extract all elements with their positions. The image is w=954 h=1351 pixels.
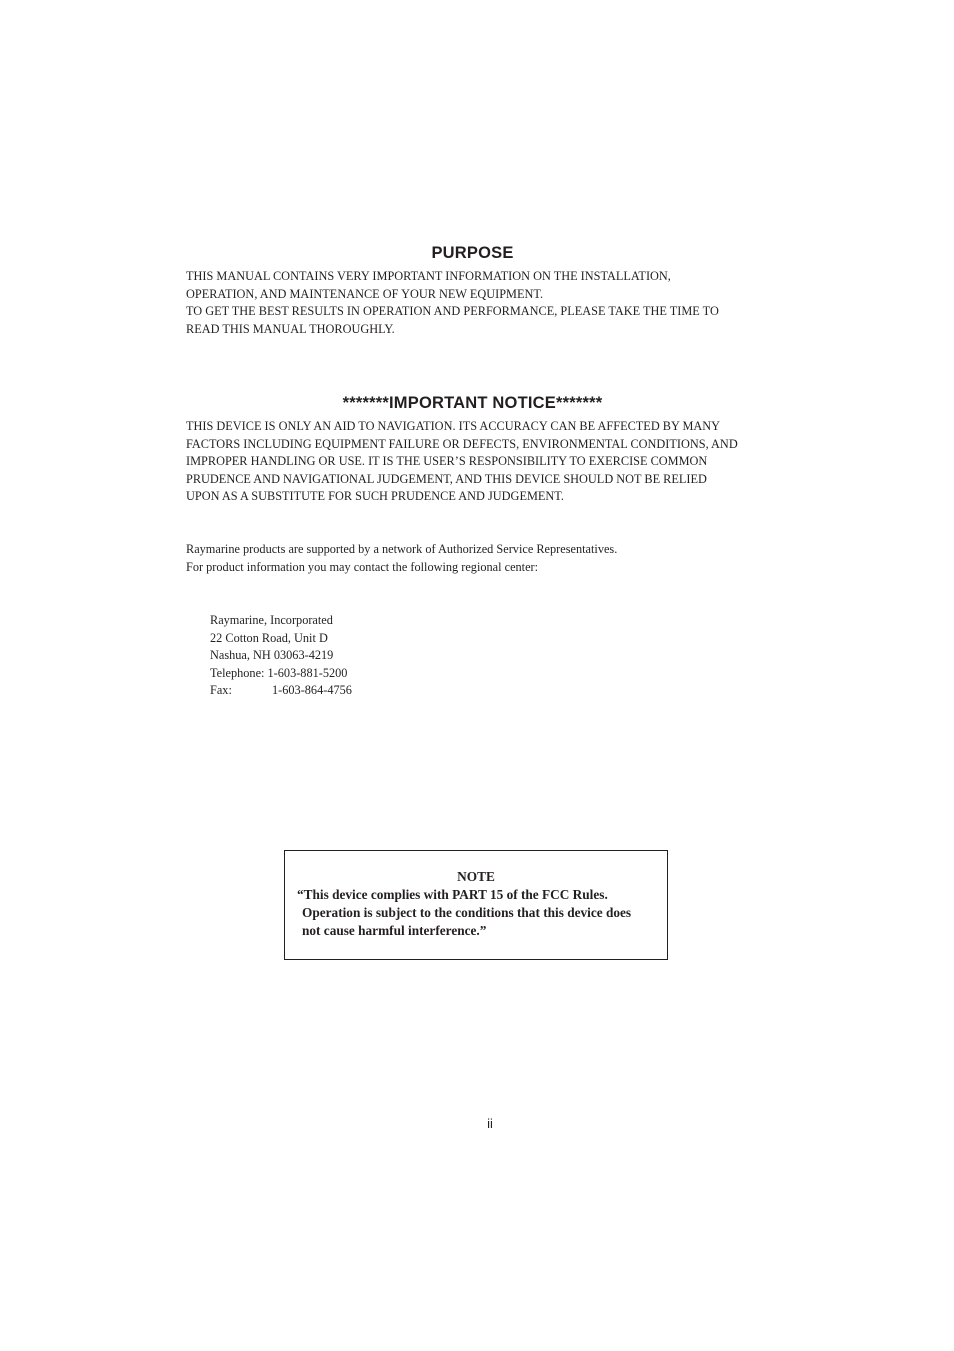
fax-number: 1-603-864-4756 [272, 683, 352, 697]
notice-line: IMPROPER HANDLING OR USE. IT IS THE USER’S RESPONSIBILITY TO EXERCISE COMMON [186, 454, 708, 468]
support-text [186, 541, 617, 576]
purpose-line: TO GET THE BEST RESULTS IN OPERATION AND PERFORMANCE, PLEASE TAKE THE TIME TO [186, 304, 719, 318]
note-line: not cause harmful interference.” [302, 923, 487, 938]
important-notice-text [186, 418, 776, 506]
notice-line: THIS DEVICE IS ONLY AN AID TO NAVIGATION. ITS ACCURACY CAN BE AFFECTED BY MANY [186, 419, 721, 433]
notice-line: UPON AS A SUBSTITUTE FOR SUCH PRUDENCE AND JUDGEMENT. [186, 489, 564, 503]
notice-line: FACTORS INCLUDING EQUIPMENT FAILURE OR DEFECTS, ENVIRONMENTAL CONDITIONS, AND [186, 436, 738, 451]
note-title: NOTE [457, 869, 495, 884]
address-street: 22 Cotton Road, Unit D [210, 630, 328, 645]
note-line: Operation is subject to the conditions that this device does [302, 905, 632, 920]
purpose-heading: PURPOSE [431, 244, 514, 262]
address-telephone: Telephone: 1-603-881-5200 [210, 665, 348, 680]
address-city: Nashua, NH 03063-4219 [210, 648, 334, 662]
fcc-note-box [284, 850, 668, 960]
purpose-text [186, 268, 776, 338]
address-fax [210, 682, 352, 700]
note-line: “This device complies with PART 15 of the FCC Rules. [297, 887, 608, 902]
purpose-line: OPERATION, AND MAINTENANCE OF YOUR NEW EQUIPMENT. [186, 286, 544, 301]
regional-center-address [210, 612, 352, 700]
purpose-line: READ THIS MANUAL THOROUGHLY. [186, 321, 395, 336]
important-notice-heading: *******IMPORTANT NOTICE******* [342, 394, 603, 412]
purpose-line: THIS MANUAL CONTAINS VERY IMPORTANT INFORMATION ON THE INSTALLATION, [186, 269, 671, 283]
address-company: Raymarine, Incorporated [210, 613, 333, 627]
support-line: Raymarine products are supported by a network of Authorized Service Representatives. [186, 542, 618, 556]
page-number: ii [487, 1116, 493, 1131]
notice-line: PRUDENCE AND NAVIGATIONAL JUDGEMENT, AND THIS DEVICE SHOULD NOT BE RELIED [186, 471, 707, 486]
fax-label: Fax: [210, 683, 232, 697]
support-line: For product information you may contact the following regional center: [186, 559, 539, 574]
